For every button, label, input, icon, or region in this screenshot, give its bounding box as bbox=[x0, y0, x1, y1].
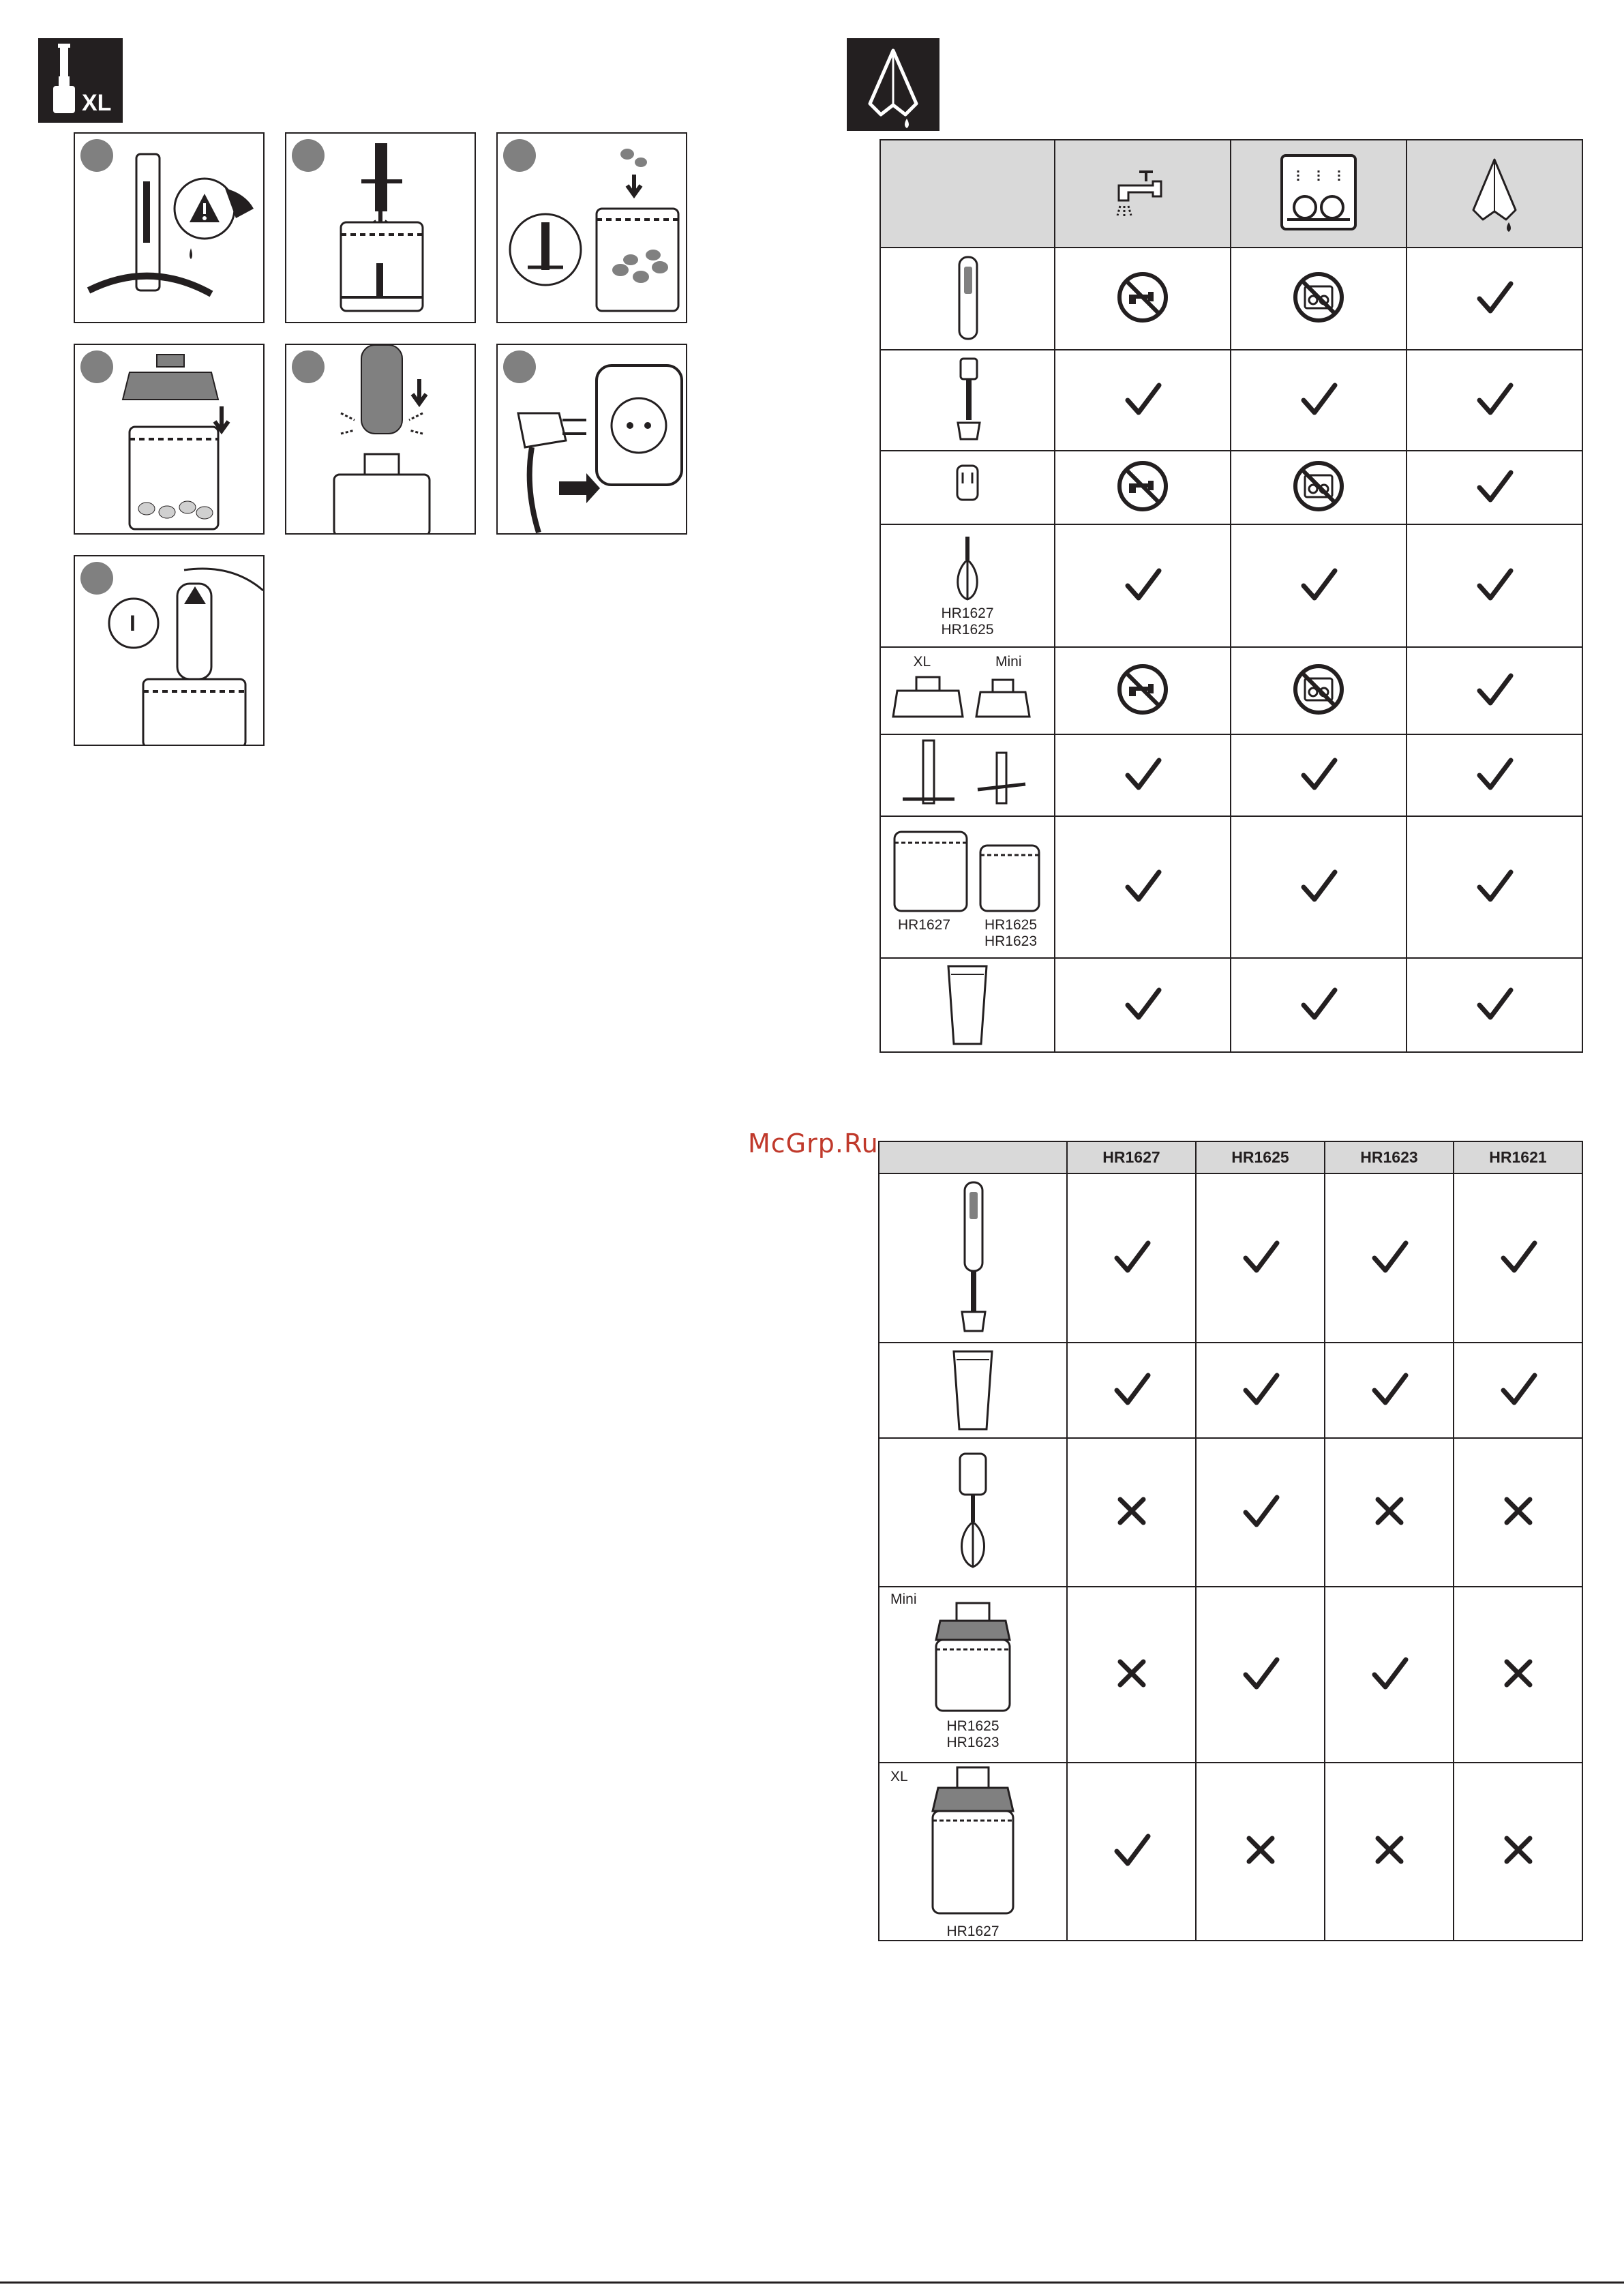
check-icon bbox=[1298, 378, 1339, 419]
cleaning-row bbox=[880, 958, 1582, 1052]
attach-motor-icon bbox=[286, 345, 476, 535]
check-icon bbox=[1122, 378, 1163, 419]
step-6-panel bbox=[496, 344, 687, 535]
cloth-icon bbox=[1457, 151, 1532, 233]
check-icon bbox=[1474, 277, 1515, 318]
tap-water-icon bbox=[1105, 158, 1180, 226]
cleaning-item-cell bbox=[880, 958, 1055, 1052]
check-icon bbox=[1122, 564, 1163, 605]
cleaning-mark-cell bbox=[1231, 734, 1407, 816]
cleaning-mark-cell bbox=[1231, 524, 1407, 647]
models-table-body bbox=[879, 1173, 1582, 1941]
cleaning-mark-cell bbox=[1055, 350, 1231, 451]
no-dishwasher-icon bbox=[1291, 662, 1346, 717]
cleaning-item-cell bbox=[880, 647, 1055, 734]
check-icon bbox=[1474, 466, 1515, 507]
cross-icon bbox=[1501, 1494, 1535, 1528]
cleaning-table-body bbox=[880, 248, 1582, 1052]
check-icon bbox=[1474, 983, 1515, 1024]
cloth-header bbox=[1407, 140, 1582, 248]
cleaning-item-cell bbox=[880, 451, 1055, 524]
model-header-hr1627: HR1627 bbox=[1067, 1141, 1196, 1173]
cleaning-row bbox=[880, 451, 1582, 524]
models-mark-cell bbox=[1454, 1173, 1582, 1343]
watermark: McGrp.Ru bbox=[748, 1128, 879, 1158]
cleaning-mark-cell bbox=[1407, 451, 1582, 524]
bottom-rule bbox=[0, 2281, 1624, 2284]
step-4-panel bbox=[74, 344, 265, 535]
item-label: Mini bbox=[890, 1591, 917, 1607]
dishwasher-header bbox=[1231, 140, 1407, 248]
cleaning-row bbox=[880, 734, 1582, 816]
item-label: HR1625 HR1623 bbox=[946, 1718, 999, 1750]
no-tap-water-icon bbox=[1115, 459, 1170, 513]
xl-chopper-icon bbox=[922, 1763, 1024, 1920]
check-icon bbox=[1111, 1236, 1152, 1277]
cleaning-mark-cell bbox=[1231, 248, 1407, 350]
cleaning-mark-cell bbox=[1407, 524, 1582, 647]
step-7-panel bbox=[74, 555, 265, 746]
cross-icon bbox=[1244, 1833, 1278, 1867]
whisk-icon bbox=[947, 534, 988, 602]
models-mark-cell bbox=[1325, 1343, 1454, 1438]
check-icon bbox=[1111, 1829, 1152, 1870]
models-row bbox=[879, 1173, 1582, 1343]
xl-chopper-badge bbox=[38, 38, 123, 123]
models-header-blank bbox=[879, 1141, 1067, 1173]
item-label: XL bbox=[890, 1769, 908, 1784]
check-icon bbox=[1369, 1368, 1410, 1409]
cleaning-item-cell bbox=[880, 350, 1055, 451]
blender-with-shaft-icon bbox=[952, 1178, 993, 1335]
switch-on-icon bbox=[75, 556, 265, 746]
cross-icon bbox=[1501, 1833, 1535, 1867]
models-mark-cell bbox=[1067, 1343, 1196, 1438]
step-1-panel bbox=[74, 132, 265, 323]
check-icon bbox=[1111, 1368, 1152, 1409]
check-icon bbox=[1498, 1368, 1539, 1409]
cleaning-row bbox=[880, 816, 1582, 958]
models-mark-cell bbox=[1196, 1763, 1325, 1941]
check-icon bbox=[1474, 865, 1515, 906]
model-header-hr1621: HR1621 bbox=[1454, 1141, 1582, 1173]
tap-water-header bbox=[1055, 140, 1231, 248]
place-lid-icon bbox=[75, 345, 265, 535]
cleaning-mark-cell bbox=[1231, 350, 1407, 451]
check-icon bbox=[1298, 564, 1339, 605]
item-label: Mini bbox=[995, 653, 1022, 670]
models-item-cell bbox=[879, 1763, 1067, 1941]
models-mark-cell bbox=[1196, 1173, 1325, 1343]
beaker-icon bbox=[946, 1345, 1000, 1433]
cleaning-badge bbox=[847, 38, 939, 131]
motor-unit-icon bbox=[947, 253, 988, 342]
cleaning-mark-cell bbox=[1231, 958, 1407, 1052]
cleaning-mark-cell bbox=[1231, 451, 1407, 524]
cleaning-row bbox=[880, 647, 1582, 734]
cleaning-item-cell bbox=[880, 248, 1055, 350]
models-row bbox=[879, 1438, 1582, 1587]
no-tap-water-icon bbox=[1115, 662, 1170, 717]
cleaning-mark-cell bbox=[1055, 451, 1231, 524]
badge-label: XL bbox=[82, 90, 112, 116]
item-label: HR1625 HR1623 bbox=[984, 916, 1038, 949]
check-icon bbox=[1240, 1491, 1281, 1531]
add-ingredients-icon bbox=[498, 134, 687, 323]
cross-icon bbox=[1115, 1494, 1149, 1528]
check-icon bbox=[1474, 669, 1515, 710]
blade-insert-icon bbox=[286, 134, 476, 323]
models-row bbox=[879, 1763, 1582, 1941]
models-mark-cell bbox=[1454, 1438, 1582, 1587]
models-mark-cell bbox=[1067, 1438, 1196, 1587]
check-icon bbox=[1298, 983, 1339, 1024]
models-item-cell bbox=[879, 1438, 1067, 1587]
cleaning-mark-cell bbox=[1231, 647, 1407, 734]
check-icon bbox=[1474, 564, 1515, 605]
check-icon bbox=[1122, 865, 1163, 906]
no-dishwasher-icon bbox=[1291, 459, 1346, 513]
cleaning-mark-cell bbox=[1407, 958, 1582, 1052]
model-header-hr1625: HR1625 bbox=[1196, 1141, 1325, 1173]
check-icon bbox=[1122, 983, 1163, 1024]
cleaning-mark-cell bbox=[1055, 524, 1231, 647]
chopper-bowls-icon bbox=[889, 825, 1046, 914]
check-icon bbox=[1240, 1653, 1281, 1694]
models-row bbox=[879, 1343, 1582, 1438]
step-5-panel bbox=[285, 344, 476, 535]
models-mark-cell bbox=[1067, 1173, 1196, 1343]
no-tap-water-icon bbox=[1115, 270, 1170, 325]
no-dishwasher-icon bbox=[1291, 270, 1346, 325]
check-icon bbox=[1498, 1236, 1539, 1277]
item-label: HR1627 bbox=[897, 916, 951, 933]
models-mark-cell bbox=[1067, 1587, 1196, 1763]
models-mark-cell bbox=[1325, 1438, 1454, 1587]
models-mark-cell bbox=[1454, 1763, 1582, 1941]
models-mark-cell bbox=[1325, 1173, 1454, 1343]
beaker-icon bbox=[940, 959, 995, 1048]
step-3-panel bbox=[496, 132, 687, 323]
cleaning-item-cell bbox=[880, 524, 1055, 647]
check-icon bbox=[1369, 1653, 1410, 1694]
models-table bbox=[878, 1141, 1583, 1941]
cloth-icon bbox=[847, 38, 939, 131]
models-mark-cell bbox=[1454, 1587, 1582, 1763]
cleaning-mark-cell bbox=[1407, 816, 1582, 958]
item-label: XL bbox=[913, 653, 931, 670]
chopper-lids-icon bbox=[889, 670, 1046, 725]
blender-shaft-icon bbox=[947, 355, 988, 443]
item-label: HR1627 bbox=[946, 1924, 999, 1939]
models-mark-cell bbox=[1454, 1343, 1582, 1438]
models-mark-cell bbox=[1325, 1587, 1454, 1763]
plug-in-icon bbox=[498, 345, 687, 535]
cleaning-header-blank bbox=[880, 140, 1055, 248]
check-icon bbox=[1474, 378, 1515, 419]
models-item-cell bbox=[879, 1343, 1067, 1438]
whisk-coupling-icon bbox=[950, 459, 984, 513]
cross-icon bbox=[1115, 1656, 1149, 1690]
cleaning-mark-cell bbox=[1055, 647, 1231, 734]
cleaning-table bbox=[879, 139, 1583, 1053]
cleaning-mark-cell bbox=[1407, 734, 1582, 816]
cleaning-row bbox=[880, 524, 1582, 647]
whisk-attachment-icon bbox=[949, 1450, 997, 1572]
check-icon bbox=[1240, 1368, 1281, 1409]
cleaning-mark-cell bbox=[1407, 248, 1582, 350]
cleaning-row bbox=[880, 248, 1582, 350]
cross-icon bbox=[1372, 1494, 1407, 1528]
models-mark-cell bbox=[1196, 1438, 1325, 1587]
models-item-cell bbox=[879, 1173, 1067, 1343]
models-mark-cell bbox=[1325, 1763, 1454, 1941]
check-icon bbox=[1474, 753, 1515, 794]
item-label: HR1627 HR1625 bbox=[941, 605, 994, 638]
check-icon bbox=[1369, 1236, 1410, 1277]
cleaning-item-cell bbox=[880, 816, 1055, 958]
cross-icon bbox=[1372, 1833, 1407, 1867]
cleaning-mark-cell bbox=[1231, 816, 1407, 958]
check-icon bbox=[1298, 753, 1339, 794]
power-on-symbol: I bbox=[130, 611, 136, 635]
chopper-blades-icon bbox=[889, 736, 1046, 811]
cleaning-mark-cell bbox=[1407, 350, 1582, 451]
check-icon bbox=[1240, 1236, 1281, 1277]
check-icon bbox=[1122, 753, 1163, 794]
models-mark-cell bbox=[1067, 1763, 1196, 1941]
models-row bbox=[879, 1587, 1582, 1763]
model-header-hr1623: HR1623 bbox=[1325, 1141, 1454, 1173]
cross-icon bbox=[1501, 1656, 1535, 1690]
cleaning-mark-cell bbox=[1055, 816, 1231, 958]
check-icon bbox=[1298, 865, 1339, 906]
cleaning-mark-cell bbox=[1055, 248, 1231, 350]
cleaning-item-cell bbox=[880, 734, 1055, 816]
dishwasher-icon bbox=[1278, 151, 1359, 233]
mini-chopper-icon bbox=[925, 1599, 1021, 1715]
cleaning-mark-cell bbox=[1407, 647, 1582, 734]
models-mark-cell bbox=[1196, 1343, 1325, 1438]
models-item-cell bbox=[879, 1587, 1067, 1763]
cleaning-mark-cell bbox=[1055, 958, 1231, 1052]
cleaning-row bbox=[880, 350, 1582, 451]
models-mark-cell bbox=[1196, 1587, 1325, 1763]
caution-drop-icon bbox=[75, 134, 265, 323]
cleaning-mark-cell bbox=[1055, 734, 1231, 816]
step-2-panel bbox=[285, 132, 476, 323]
